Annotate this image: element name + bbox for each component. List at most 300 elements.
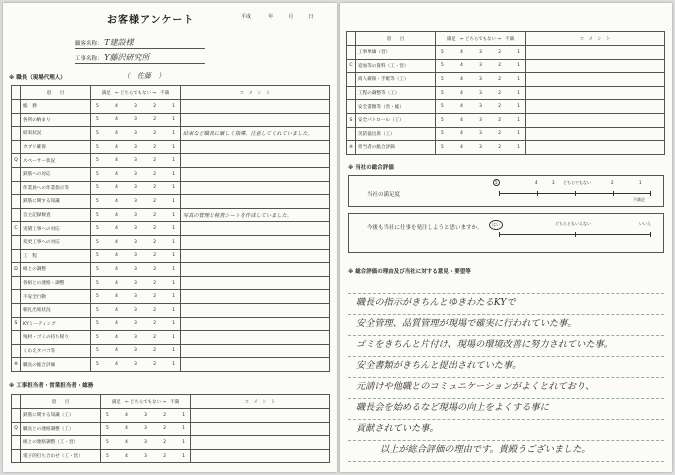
rating-option[interactable]: 2: [153, 144, 156, 150]
rating-option[interactable]: 1: [182, 439, 185, 445]
row-comment: [526, 141, 665, 155]
rating-options: [93, 240, 178, 245]
table-row: [12, 235, 330, 249]
table-row: [12, 331, 330, 345]
rating-option[interactable]: 2: [153, 117, 156, 123]
rating-options: [93, 117, 178, 122]
rating-option[interactable]: 1: [172, 294, 175, 300]
row-group-label: [12, 127, 21, 141]
satisfaction-opt-4[interactable]: 4: [535, 180, 538, 185]
rating-options: [438, 77, 523, 82]
comment-line-2: 安全管理、品質管理が現場で確実に行われていた事。: [356, 318, 577, 329]
row-group-label: [12, 113, 21, 127]
table-row: [12, 181, 330, 195]
row-group-label: [12, 208, 21, 222]
rating-option[interactable]: 4: [460, 144, 463, 150]
rating-option[interactable]: 2: [153, 171, 156, 177]
rating-option[interactable]: 5: [96, 321, 99, 327]
rating-option[interactable]: 3: [134, 226, 137, 232]
rating-option[interactable]: 1: [172, 226, 175, 232]
project-name-value: Y藤沢研究所: [104, 53, 150, 62]
row-item-label: スペーサー状況: [21, 154, 91, 168]
rating-option[interactable]: 3: [134, 130, 137, 136]
rating-option[interactable]: 1: [172, 307, 175, 313]
rating-option[interactable]: 3: [134, 144, 137, 150]
comment-line-3: ゴミをきちんと片付け、現場の環境改善に努力されていた事。: [356, 339, 613, 350]
rating-option[interactable]: 4: [115, 144, 118, 150]
reorder-no[interactable]: いいえ: [639, 221, 651, 226]
rating-options: [93, 131, 178, 136]
rating-option[interactable]: 3: [144, 453, 147, 459]
row-group-label: [12, 344, 21, 358]
rating-option[interactable]: 5: [441, 76, 444, 82]
rating-option[interactable]: 3: [134, 117, 137, 123]
reorder-neutral[interactable]: どちらともいえない: [555, 221, 591, 226]
rating-scale[interactable]: [436, 46, 526, 60]
scale-tick: [650, 232, 651, 237]
header-comment: コ メ ン ト: [181, 86, 330, 100]
rating-option[interactable]: 3: [134, 171, 137, 177]
rating-option[interactable]: 3: [134, 198, 137, 204]
row-group-label: [347, 127, 356, 141]
rating-option[interactable]: 1: [172, 348, 175, 354]
row-item-label: 安全パトロール（工）: [356, 113, 436, 127]
rating-option[interactable]: 2: [153, 334, 156, 340]
rating-option[interactable]: 4: [460, 131, 463, 137]
rating-option[interactable]: 5: [96, 226, 99, 232]
rating-option[interactable]: 4: [115, 334, 118, 340]
reorder-yes[interactable]: はい: [489, 220, 503, 230]
rating-option[interactable]: 5: [441, 104, 444, 110]
row-item-label: 総 務: [21, 100, 91, 114]
rating-option[interactable]: 2: [163, 412, 166, 418]
rating-option[interactable]: 1: [172, 334, 175, 340]
rating-option[interactable]: 1: [517, 63, 520, 69]
rating-option[interactable]: 5: [441, 90, 444, 96]
rating-option[interactable]: 5: [96, 253, 99, 259]
table-row: [347, 127, 665, 141]
foreman-name: （ 佐藤 ）: [123, 72, 165, 80]
rating-options: [93, 145, 178, 150]
rating-scale[interactable]: [91, 358, 181, 372]
rating-option[interactable]: 2: [153, 198, 156, 204]
rating-scale[interactable]: [91, 181, 181, 195]
rating-option[interactable]: 4: [115, 171, 118, 177]
rating-option[interactable]: 4: [125, 412, 128, 418]
rating-scale[interactable]: [91, 331, 181, 345]
rating-option[interactable]: 4: [115, 185, 118, 191]
rating-option[interactable]: 4: [115, 158, 118, 164]
rating-options: [93, 253, 178, 258]
rating-option[interactable]: 1: [172, 321, 175, 327]
satisfaction-opt-3[interactable]: 3: [552, 180, 555, 185]
rating-option[interactable]: 3: [479, 117, 482, 123]
rating-option[interactable]: 2: [153, 226, 156, 232]
row-item-label: 職長との連絡調整（工）: [21, 422, 101, 436]
rating-option[interactable]: 4: [115, 348, 118, 354]
rating-scale[interactable]: [436, 73, 526, 87]
row-item-label: 各組との連絡・調整: [21, 276, 91, 290]
rating-option[interactable]: 5: [106, 439, 109, 445]
row-comment: [191, 409, 330, 423]
row-item-label: 実績工事への対応: [21, 222, 91, 236]
header-group-cell: [347, 32, 356, 46]
client-name-label: 顧客名称：: [75, 41, 103, 47]
rating-scale[interactable]: [101, 436, 191, 450]
rating-option[interactable]: 5: [96, 198, 99, 204]
rating-option[interactable]: 3: [479, 104, 482, 110]
rating-option[interactable]: 4: [460, 90, 463, 96]
rating-option[interactable]: 2: [163, 426, 166, 432]
rating-scale[interactable]: [91, 290, 181, 304]
rating-option[interactable]: 4: [115, 362, 118, 368]
rating-option[interactable]: 4: [115, 294, 118, 300]
rating-option[interactable]: 5: [106, 426, 109, 432]
rating-option[interactable]: 3: [134, 280, 137, 286]
rating-scale[interactable]: [91, 263, 181, 277]
rating-option[interactable]: 4: [115, 226, 118, 232]
rating-option[interactable]: 1: [172, 253, 175, 259]
row-item-label: 各所の納まり: [21, 113, 91, 127]
rating-option[interactable]: 1: [172, 212, 175, 218]
rating-option[interactable]: 2: [153, 158, 156, 164]
rating-option[interactable]: 4: [115, 280, 118, 286]
rating-option[interactable]: 1: [172, 158, 175, 164]
comment-line-5: 元請けや他職とのコミュニケーションがよくとれており、: [356, 381, 595, 392]
rating-option[interactable]: 2: [498, 76, 501, 82]
rating-scale[interactable]: [91, 208, 181, 222]
rating-scale[interactable]: [91, 167, 181, 181]
rating-option[interactable]: 3: [144, 439, 147, 445]
rating-option[interactable]: 1: [517, 144, 520, 150]
rating-option[interactable]: 1: [517, 90, 520, 96]
rating-option[interactable]: 2: [153, 348, 156, 354]
rating-scale[interactable]: [436, 86, 526, 100]
rating-options: [93, 158, 178, 163]
row-comment: [181, 344, 330, 358]
rating-option[interactable]: 5: [441, 117, 444, 123]
row-group-label: [347, 100, 356, 114]
row-comment: 結束など職長に厳しく指導、注意してくれていました。: [181, 127, 330, 141]
rating-scale[interactable]: [91, 344, 181, 358]
row-comment: [181, 249, 330, 263]
rating-option[interactable]: 5: [441, 131, 444, 137]
row-group-label: [347, 73, 356, 87]
row-comment: [181, 181, 330, 195]
row-item-label: 結束状況: [21, 127, 91, 141]
rating-option[interactable]: 1: [172, 280, 175, 286]
rating-option[interactable]: 2: [498, 144, 501, 150]
rating-option[interactable]: 2: [153, 280, 156, 286]
row-comment: [181, 331, 330, 345]
rating-scale[interactable]: [91, 127, 181, 141]
header-group-cell: [12, 86, 21, 100]
row-comment: [191, 449, 330, 463]
rating-option[interactable]: 4: [115, 130, 118, 136]
rating-option[interactable]: 2: [153, 362, 156, 368]
rating-option[interactable]: 2: [153, 185, 156, 191]
rating-option[interactable]: 5: [96, 362, 99, 368]
rating-option[interactable]: 3: [479, 76, 482, 82]
row-group-label: Q: [12, 422, 21, 436]
rating-option[interactable]: 4: [115, 239, 118, 245]
rating-options: [103, 426, 188, 431]
rating-scale[interactable]: [91, 249, 181, 263]
rating-option[interactable]: 3: [144, 412, 147, 418]
rating-option[interactable]: 4: [115, 253, 118, 259]
rating-option[interactable]: 5: [96, 117, 99, 123]
rating-option[interactable]: 3: [134, 321, 137, 327]
rating-option[interactable]: 2: [498, 63, 501, 69]
rating-scale[interactable]: [91, 235, 181, 249]
scale-tick: [537, 191, 538, 196]
row-comment: [181, 140, 330, 154]
rating-option[interactable]: 2: [498, 117, 501, 123]
client-name-value: T建設様: [104, 38, 134, 47]
rating-option[interactable]: 5: [96, 103, 99, 109]
rating-options: [103, 454, 188, 459]
table-row: [347, 100, 665, 114]
row-item-label: 職長の総合評価: [21, 358, 91, 372]
rating-option[interactable]: 3: [134, 362, 137, 368]
rating-option[interactable]: 2: [153, 321, 156, 327]
rating-option[interactable]: 3: [479, 63, 482, 69]
rating-option[interactable]: 4: [125, 453, 128, 459]
rating-option[interactable]: 1: [172, 117, 175, 123]
table-row: [12, 167, 330, 181]
satisfaction-opt-1[interactable]: 1: [639, 180, 642, 185]
rating-option[interactable]: 5: [96, 307, 99, 313]
rating-option[interactable]: 1: [182, 412, 185, 418]
date-line: [241, 13, 314, 20]
row-comment: [181, 263, 330, 277]
row-item-label: 工 程: [21, 249, 91, 263]
rating-options: [93, 294, 178, 299]
rating-scale[interactable]: [101, 422, 191, 436]
rating-option[interactable]: 3: [134, 103, 137, 109]
rating-option[interactable]: 2: [163, 439, 166, 445]
rating-options: [438, 50, 523, 55]
scale-tick: [575, 232, 576, 237]
rating-option[interactable]: 5: [441, 63, 444, 69]
section1-heading: ※ 職長（現場代理人）: [9, 75, 66, 81]
rating-option[interactable]: 1: [172, 103, 175, 109]
rating-scale[interactable]: [91, 140, 181, 154]
rating-option[interactable]: 3: [134, 334, 137, 340]
rating-option[interactable]: 1: [172, 171, 175, 177]
row-comment: [181, 100, 330, 114]
rating-option[interactable]: 1: [517, 49, 520, 55]
rating-scale[interactable]: [436, 59, 526, 73]
row-item-label: 追加等の資料（工・営）: [356, 59, 436, 73]
row-comment: [181, 167, 330, 181]
rating-option[interactable]: 3: [134, 266, 137, 272]
rating-option[interactable]: 2: [163, 453, 166, 459]
rating-option[interactable]: 3: [134, 185, 137, 191]
rating-option[interactable]: 5: [96, 266, 99, 272]
rating-option[interactable]: 5: [96, 239, 99, 245]
rating-option[interactable]: 1: [172, 266, 175, 272]
header-comment: コ メ ン ト: [526, 32, 665, 46]
rating-scale[interactable]: [101, 409, 191, 423]
row-group-label: [347, 46, 356, 60]
rating-option[interactable]: 4: [460, 117, 463, 123]
row-item-label: 工事単価（営）: [356, 46, 436, 60]
table-row: [347, 113, 665, 127]
rating-option[interactable]: 1: [172, 362, 175, 368]
rating-option[interactable]: 5: [96, 158, 99, 164]
rating-option[interactable]: 4: [125, 439, 128, 445]
rating-options: [93, 199, 178, 204]
rating-options: [438, 91, 523, 96]
rating-option[interactable]: 3: [479, 131, 482, 137]
rating-option[interactable]: 1: [172, 130, 175, 136]
rating-option[interactable]: 4: [115, 307, 118, 313]
staff-eval-table: [11, 394, 330, 463]
rating-option[interactable]: 5: [96, 334, 99, 340]
table-row: [347, 73, 665, 87]
rating-option[interactable]: 2: [153, 212, 156, 218]
rating-option[interactable]: 4: [115, 198, 118, 204]
rating-option[interactable]: 3: [479, 144, 482, 150]
row-item-label: くわえタバコ等: [21, 344, 91, 358]
rating-option[interactable]: 4: [460, 63, 463, 69]
rating-option[interactable]: 4: [460, 49, 463, 55]
row-comment: [526, 113, 665, 127]
rating-option[interactable]: 5: [96, 348, 99, 354]
rating-option[interactable]: 4: [460, 104, 463, 110]
rating-option[interactable]: 2: [153, 253, 156, 259]
rating-option[interactable]: 2: [153, 294, 156, 300]
rating-scale[interactable]: [436, 100, 526, 114]
rating-option[interactable]: 3: [144, 426, 147, 432]
rating-option[interactable]: 4: [125, 426, 128, 432]
rating-option[interactable]: 3: [134, 294, 137, 300]
rating-option[interactable]: 5: [96, 294, 99, 300]
rating-option[interactable]: 5: [96, 144, 99, 150]
rating-option[interactable]: 5: [96, 185, 99, 191]
rating-option[interactable]: 2: [498, 49, 501, 55]
header-item: 項 目: [21, 395, 101, 409]
row-group-label: [12, 331, 21, 345]
rating-options: [93, 321, 178, 326]
row-group-label: [12, 195, 21, 209]
row-group-label: [12, 303, 21, 317]
rating-options: [103, 440, 188, 445]
table-row: [347, 59, 665, 73]
rating-option[interactable]: 2: [153, 239, 156, 245]
rating-scale[interactable]: [91, 113, 181, 127]
rating-scale[interactable]: [91, 317, 181, 331]
rating-option[interactable]: 2: [153, 307, 156, 313]
satisfaction-opt-2[interactable]: 2: [611, 180, 614, 185]
table-row: [12, 127, 330, 141]
rating-option[interactable]: 1: [172, 239, 175, 245]
rating-option[interactable]: 1: [172, 185, 175, 191]
rating-option[interactable]: 5: [441, 144, 444, 150]
rating-option[interactable]: 2: [153, 130, 156, 136]
rating-options: [93, 226, 178, 231]
rating-option[interactable]: 4: [115, 103, 118, 109]
table-row: [12, 358, 330, 372]
rating-scale[interactable]: [91, 222, 181, 236]
rating-options: [93, 308, 178, 313]
rating-option[interactable]: 4: [115, 212, 118, 218]
rating-option[interactable]: 3: [479, 49, 482, 55]
table-row: [347, 46, 665, 60]
rating-option[interactable]: 1: [182, 426, 185, 432]
row-item-label: 鉄筋への対応: [21, 167, 91, 181]
rating-option[interactable]: 4: [115, 266, 118, 272]
rating-options: [93, 267, 178, 272]
rating-option[interactable]: 5: [96, 212, 99, 218]
row-comment: [526, 59, 665, 73]
satisfaction-opt-5[interactable]: 5: [495, 180, 498, 185]
rating-option[interactable]: 4: [115, 117, 118, 123]
rating-option[interactable]: 1: [172, 198, 175, 204]
rating-option[interactable]: 1: [517, 117, 520, 123]
rating-option[interactable]: 1: [517, 131, 520, 137]
rating-option[interactable]: 3: [134, 158, 137, 164]
rating-option[interactable]: 3: [134, 307, 137, 313]
rating-option[interactable]: 4: [115, 321, 118, 327]
rating-option[interactable]: 2: [498, 90, 501, 96]
rating-option[interactable]: 1: [172, 144, 175, 150]
row-item-label: 商人確保・手配等（工）: [356, 73, 436, 87]
rating-option[interactable]: 1: [517, 104, 520, 110]
rating-option[interactable]: 5: [106, 453, 109, 459]
rating-option[interactable]: 2: [498, 104, 501, 110]
ruled-line: [348, 461, 664, 462]
rating-scale[interactable]: [91, 195, 181, 209]
row-group-label: [12, 140, 21, 154]
rating-option[interactable]: 5: [96, 171, 99, 177]
rating-option[interactable]: 1: [182, 453, 185, 459]
rating-option[interactable]: 5: [106, 412, 109, 418]
row-item-label: 組との連絡調整（工・営）: [21, 436, 101, 450]
rating-option[interactable]: 3: [479, 90, 482, 96]
rating-option[interactable]: 3: [134, 239, 137, 245]
rating-scale[interactable]: [91, 100, 181, 114]
rating-options: [93, 362, 178, 367]
rating-scale[interactable]: [91, 154, 181, 168]
date-era: 平成: [241, 14, 252, 20]
row-item-label: 電子的打ち合わせ（工・営）: [21, 449, 101, 463]
rating-option[interactable]: 3: [134, 253, 137, 259]
rating-scale[interactable]: [91, 303, 181, 317]
rating-option[interactable]: 3: [134, 348, 137, 354]
rating-scale[interactable]: [436, 127, 526, 141]
row-group-label: S: [12, 317, 21, 331]
rating-scale[interactable]: [436, 141, 526, 155]
rating-option[interactable]: 3: [134, 212, 137, 218]
rating-scale[interactable]: [91, 276, 181, 290]
row-group-label: [12, 290, 21, 304]
rating-scale[interactable]: [436, 113, 526, 127]
rating-option[interactable]: 4: [460, 76, 463, 82]
rating-option[interactable]: 5: [96, 280, 99, 286]
rating-scale[interactable]: [101, 449, 191, 463]
rating-option[interactable]: 5: [441, 49, 444, 55]
rating-option[interactable]: 2: [153, 266, 156, 272]
row-item-label: 組との調整: [21, 263, 91, 277]
rating-option[interactable]: 2: [498, 131, 501, 137]
rating-option[interactable]: 1: [517, 76, 520, 82]
rating-option[interactable]: 5: [96, 130, 99, 136]
rating-option[interactable]: 2: [153, 103, 156, 109]
scale-tick: [613, 191, 614, 196]
table-header-row: [347, 32, 665, 46]
